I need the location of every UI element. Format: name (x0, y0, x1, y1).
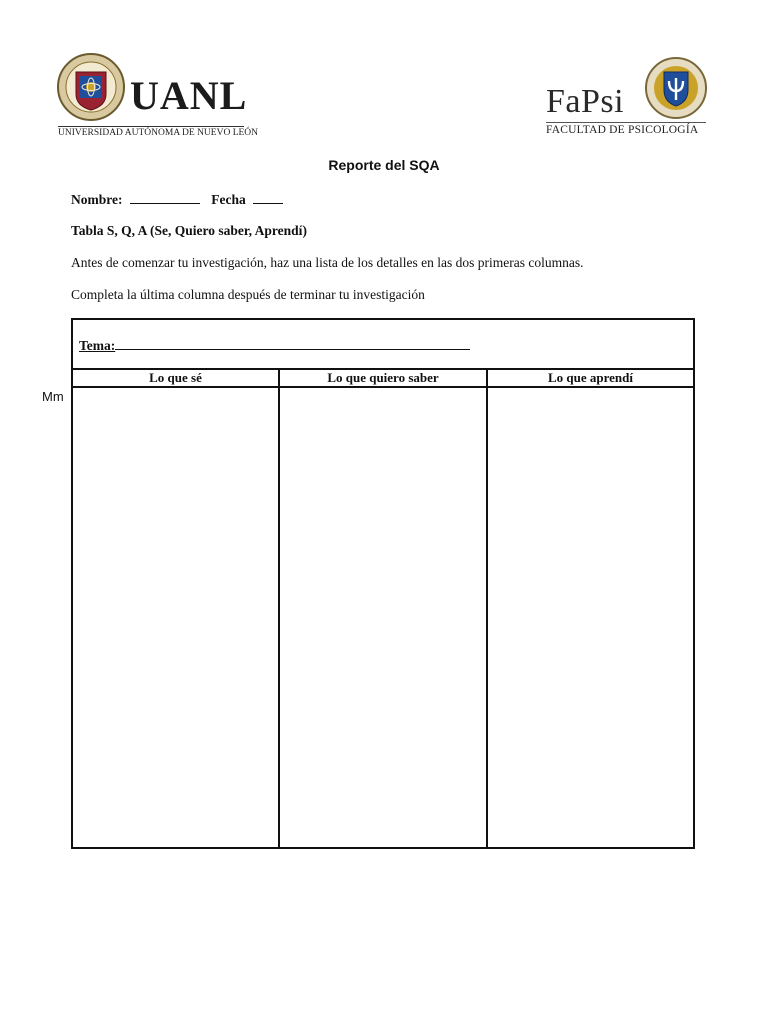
column-header: Lo que aprendí (488, 370, 693, 388)
fecha-blank[interactable] (253, 191, 283, 204)
sqa-table (71, 318, 695, 849)
fecha-label: Fecha (211, 192, 246, 207)
tema-row (73, 320, 693, 370)
margin-note: Mm (42, 389, 64, 404)
fapsi-seal-icon (644, 56, 708, 120)
tabla-heading: Tabla S, Q, A (Se, Quiero saber, Aprendí) (71, 223, 307, 238)
column-header: Lo que quiero saber (280, 370, 486, 388)
fapsi-logo-subtitle: FACULTAD DE PSICOLOGÍA (546, 124, 699, 136)
tema-field (79, 337, 470, 354)
column-cell[interactable] (488, 388, 693, 847)
nombre-blank[interactable] (130, 191, 200, 204)
uanl-logo-text: UANL (130, 73, 248, 118)
uanl-logo-rule (58, 126, 244, 127)
column-cell[interactable] (280, 388, 486, 847)
fapsi-logo-rule (546, 122, 706, 123)
column-lo-que-quiero-saber (280, 370, 488, 847)
column-header: Lo que sé (73, 370, 278, 388)
tema-blank[interactable] (115, 337, 470, 350)
column-lo-que-se (73, 370, 280, 847)
column-cell[interactable] (73, 388, 278, 847)
nombre-fecha-row (71, 191, 283, 208)
uanl-logo-subtitle: UNIVERSIDAD AUTÓNOMA DE NUEVO LEÓN (58, 128, 259, 138)
fapsi-logo (544, 52, 714, 144)
tema-label: Tema: (79, 338, 116, 353)
instruction-1: Antes de comenzar tu investigación, haz una lista de los detalles en las dos primeras columnas. (71, 255, 584, 270)
uanl-logo (56, 48, 259, 144)
uanl-seal-icon (56, 52, 126, 122)
column-lo-que-aprendi (488, 370, 693, 847)
instruction-2: Completa la última columna después de terminar tu investigación (71, 287, 425, 302)
fapsi-logo-text: FaPsi (546, 83, 625, 120)
document-title: Reporte del SQA (328, 157, 440, 173)
nombre-label: Nombre: (71, 192, 123, 207)
